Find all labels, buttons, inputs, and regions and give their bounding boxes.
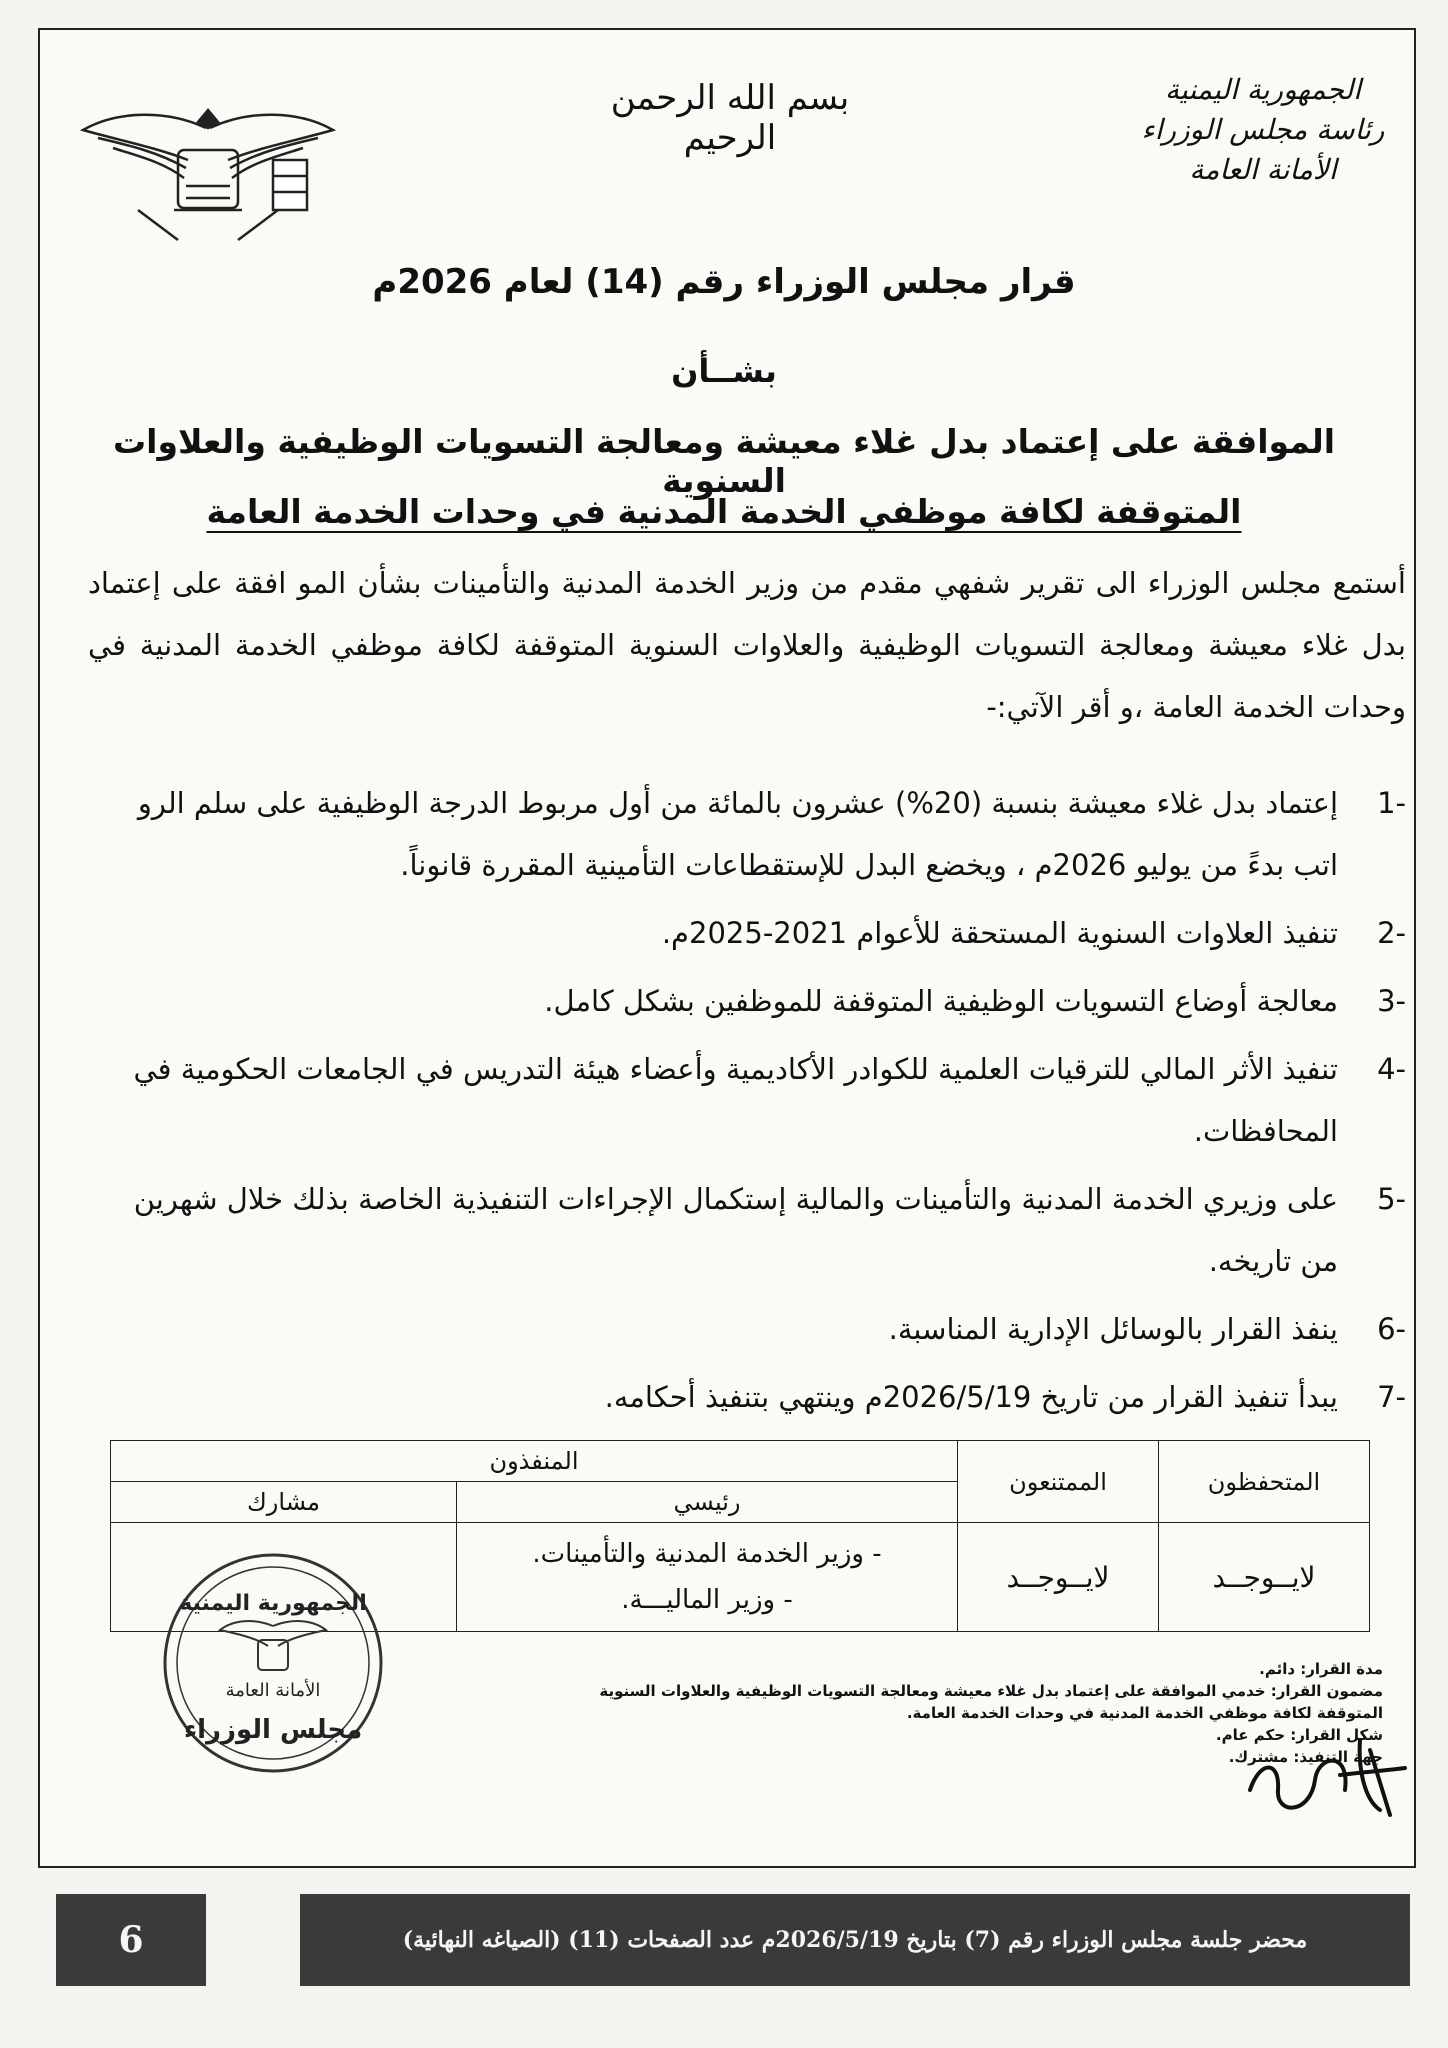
item-text: على وزيري الخدمة المدنية والتأمينات والمالية إستكمال الإجراءات التنفيذية الخاصة بذلك خلال شهرين من تاريخه. [133, 1182, 1338, 1278]
stamp-emblem-icon [220, 1621, 326, 1670]
abstainers-value: لايــوجــد [958, 1523, 1159, 1632]
main-members [457, 1523, 958, 1632]
list-item [100, 1038, 1406, 1162]
subject-label: بشــأن [671, 352, 777, 390]
topic-line-1: الموافقة على إعتماد بدل غلاء معيشة ومعالجة التسويات الوظيفية والعلاوات السنوية [112, 422, 1336, 500]
official-stamp [158, 1548, 388, 1778]
stamp-text-bottom: مجلس الوزراء [183, 1715, 363, 1745]
page-number: 6 [56, 1894, 206, 1986]
signature-icon [1240, 1720, 1410, 1830]
footer-bar: محضر جلسة مجلس الوزراء رقم (7) بتاريخ 2026/5/19م عدد الصفحات (11) (الصياغه النهائية) [300, 1894, 1410, 1986]
header-authority [1123, 70, 1403, 190]
meta-duration: مدة القرار: دائم. [1259, 1660, 1383, 1678]
header-reservations: المتحفظون [1159, 1441, 1370, 1523]
item-number: -2 [1377, 916, 1406, 950]
item-number: -5 [1377, 1182, 1406, 1216]
meta-party: جهة التنفيذ: مشترك. [1228, 1748, 1383, 1766]
item-text: تنفيذ العلاوات السنوية المستحقة للأعوام 2021-2025م. [661, 916, 1338, 950]
header-main: رئيسي [457, 1482, 958, 1523]
decision-title: قرار مجلس الوزراء رقم (14) لعام 2026م [372, 262, 1076, 302]
member-line: - وزير الخدمة المدنية والتأمينات. [532, 1539, 882, 1569]
item-text: إعتماد بدل غلاء معيشة بنسبة (20%) عشرون بالمائة من أول مربوط الدرجة الوظيفية على سلم الرو اتب بدءً من يوليو 2026م ، ويخضع البدل للإستقطاعات التأمينية المقررة قانوناً. [137, 786, 1338, 882]
list-item [100, 772, 1406, 896]
item-text: ينفذ القرار بالوسائل الإدارية المناسبة. [888, 1312, 1338, 1346]
meta-content: مضمون القرار: خدمي الموافقة على إعتماد بدل غلاء معيشة ومعالجة التسويات الوظيفية والعلاوات السنوية المتوقفة لكافة موظفي الخدمة المدنية في وحدات الخدمة العامة. [599, 1682, 1383, 1722]
table-row [111, 1441, 1370, 1482]
topic-line-2-text: المتوقفة لكافة موظفي الخدمة المدنية في وحدات الخدمة العامة [206, 492, 1242, 531]
header-line-1: الجمهورية اليمنية [1164, 73, 1362, 106]
item-number: -3 [1377, 984, 1406, 1018]
item-text: معالجة أوضاع التسويات الوظيفية المتوقفة للموظفين بشكل كامل. [544, 984, 1338, 1018]
item-text: يبدأ تنفيذ القرار من تاريخ 2026/5/19م وينتهي بتنفيذ أحكامه. [604, 1380, 1338, 1414]
header-participant: مشارك [111, 1482, 457, 1523]
stamp-text-top: الجمهورية اليمنية [179, 1591, 367, 1616]
list-item [100, 1168, 1406, 1292]
list-item [100, 1366, 1406, 1428]
topic-line-2 [60, 492, 1388, 531]
header-implementers: المنفذون [111, 1441, 958, 1482]
item-number: -1 [1377, 786, 1406, 820]
member-line: - وزير الماليـــة. [621, 1585, 793, 1615]
item-number: -7 [1377, 1380, 1406, 1414]
decision-items [100, 772, 1406, 1434]
header-line-2: رئاسة مجلس الوزراء [1141, 113, 1385, 146]
list-item [100, 902, 1406, 964]
item-number: -6 [1377, 1312, 1406, 1346]
item-number: -4 [1377, 1052, 1406, 1086]
list-item [100, 1298, 1406, 1360]
item-text: تنفيذ الأثر المالي للترقيات العلمية للكوادر الأكاديمية وأعضاء هيئة التدريس في الجامعات الحكومية في المحافظات. [133, 1052, 1338, 1148]
yemen-eagle-emblem-icon [78, 90, 338, 250]
basmala: بسم الله الرحمن الرحيم [610, 78, 850, 158]
stamp-text-mid: الأمانة العامة [225, 1680, 321, 1701]
header-line-3: الأمانة العامة [1189, 153, 1337, 186]
reservations-value: لايــوجــد [1159, 1523, 1370, 1632]
intro-paragraph: أستمع مجلس الوزراء الى تقرير شفهي مقدم من وزير الخدمة المدنية والتأمينات بشأن المو افقة على إعتماد بدل غلاء معيشة ومعالجة التسويات الوظيفية والعلاوات السنوية المتوقفة لكافة موظفي الخدمة المدنية في وحدات الخدمة العامة ،و أقر الآتي:- [88, 566, 1406, 724]
header-abstainers: الممتنعون [958, 1441, 1159, 1523]
list-item [100, 970, 1406, 1032]
meta-form: شكل القرار: حكم عام. [1215, 1726, 1383, 1744]
